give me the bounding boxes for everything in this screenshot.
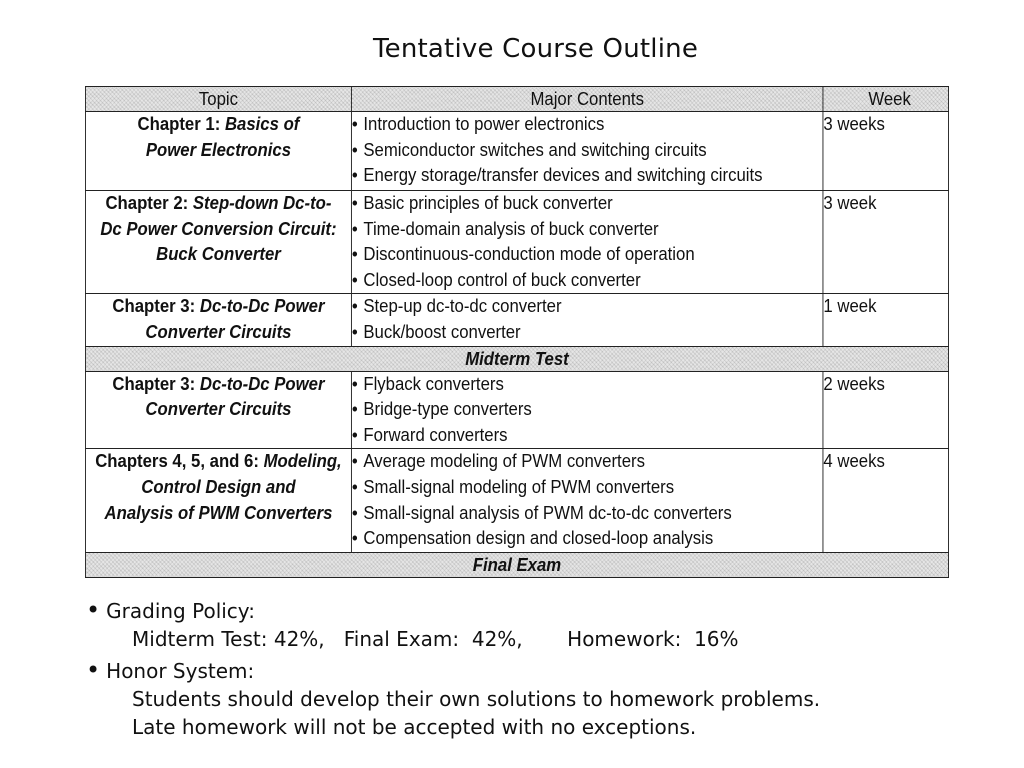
topic-cell	[85, 191, 351, 294]
list-item: • Compensation design and closed-loop analysis	[352, 526, 823, 552]
midterm-row	[85, 346, 948, 371]
final-exam-row	[85, 552, 948, 577]
chapter-title: Step-down Dc-to-	[192, 193, 332, 213]
chapter-prefix: Chapter 2:	[105, 193, 193, 213]
header-week: Week	[823, 87, 949, 112]
contents-cell	[351, 191, 823, 294]
list-item: • Small-signal analysis of PWM dc-to-dc converters	[352, 501, 823, 527]
page-title: Tentative Course Outline	[372, 34, 699, 64]
list-item: • Buck/boost converter	[352, 320, 823, 346]
chapter-title: Dc-to-Dc Power	[199, 296, 325, 317]
course-outline-table	[85, 86, 949, 578]
chapter-prefix: Chapter 1:	[137, 114, 225, 134]
contents-cell	[351, 112, 823, 191]
topic-cell	[85, 449, 351, 552]
list-item: • Average modeling of PWM converters	[352, 449, 823, 475]
policy-section	[86, 596, 986, 741]
chapter-title: Converter Circuits	[145, 321, 292, 342]
table-row	[85, 294, 948, 346]
list-item: • Bridge-type converters	[352, 397, 823, 423]
midterm-test-label: Midterm Test	[85, 346, 948, 371]
header-topic: Topic	[85, 87, 351, 112]
chapter-title: Basics of	[224, 114, 300, 134]
chapter-prefix: Chapter 3:	[112, 373, 200, 394]
final-exam-label: Final Exam	[85, 552, 948, 577]
list-item: • Time-domain analysis of buck converter	[352, 217, 823, 243]
chapter-title: Control Design and	[141, 476, 296, 497]
week-cell: 3 weeks	[823, 112, 949, 191]
chapter-prefix: Chapters 4, 5, and 6:	[95, 451, 264, 472]
honor-system-line: Late homework will not be accepted with no exceptions.	[132, 715, 697, 739]
topic-cell	[85, 294, 351, 346]
table-row	[85, 371, 948, 449]
list-item: • Energy storage/transfer devices and switching circuits	[352, 163, 823, 189]
chapter-title: Power Electronics	[145, 139, 292, 160]
chapter-prefix: Chapter 3:	[112, 296, 200, 317]
week-cell: 2 weeks	[823, 371, 949, 449]
honor-system-line: Students should develop their own solutions to homework problems.	[132, 687, 821, 711]
list-item: • Semiconductor switches and switching circuits	[352, 138, 823, 164]
chapter-title: Dc-to-Dc Power	[199, 373, 325, 394]
contents-cell	[351, 294, 823, 346]
list-item: • Step-up dc-to-dc converter	[352, 294, 823, 320]
chapter-title: Modeling,	[263, 451, 342, 472]
list-item: • Basic principles of buck converter	[352, 191, 823, 217]
honor-system-heading: • Honor System:	[86, 656, 986, 685]
list-item: • Discontinuous-conduction mode of operation	[352, 242, 823, 268]
table-row	[85, 112, 948, 191]
week-cell: 4 weeks	[823, 449, 949, 552]
week-cell: 3 week	[823, 191, 949, 294]
topic-cell	[85, 112, 351, 191]
grading-policy-line: Midterm Test: 42%, Final Exam: 42%, Homework: 16%	[132, 627, 739, 651]
week-cell: 1 week	[823, 294, 949, 346]
table-row	[85, 191, 948, 294]
list-item: • Flyback converters	[352, 372, 823, 398]
list-item: • Small-signal modeling of PWM converters	[352, 475, 823, 501]
chapter-title: Analysis of PWM Converters	[104, 502, 333, 523]
chapter-title: Converter Circuits	[145, 399, 292, 420]
chapter-title: Buck Converter	[156, 244, 281, 265]
table-header-row	[85, 87, 948, 112]
contents-cell	[351, 449, 823, 552]
list-item: • Forward converters	[352, 423, 823, 449]
grading-policy-heading: • Grading Policy:	[86, 596, 986, 625]
chapter-title: Dc Power Conversion Circuit:	[100, 218, 337, 239]
contents-cell	[351, 371, 823, 449]
header-major-contents: Major Contents	[351, 87, 823, 112]
topic-cell	[85, 371, 351, 449]
list-item: • Introduction to power electronics	[352, 112, 823, 138]
list-item: • Closed-loop control of buck converter	[352, 268, 823, 294]
table-row	[85, 449, 948, 552]
